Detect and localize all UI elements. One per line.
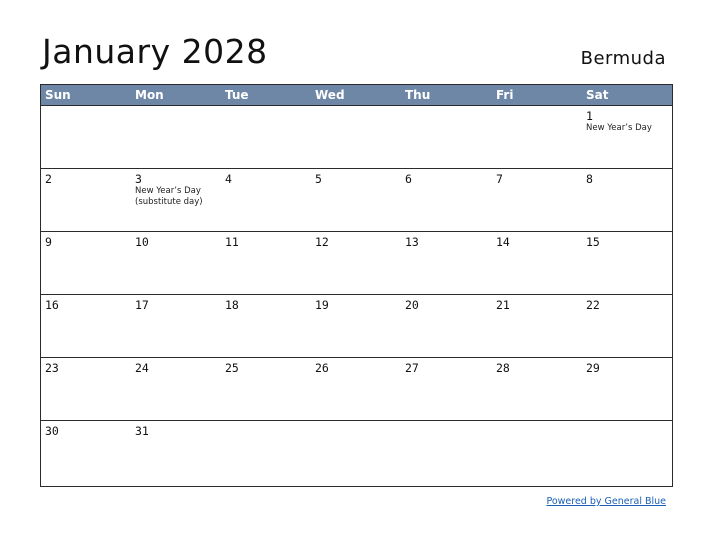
day-number: 19 [315,298,329,312]
day-number: 22 [586,298,600,312]
day-number: 16 [45,298,59,312]
day-cell [131,169,221,231]
day-number: 12 [315,235,329,249]
day-cell [582,295,672,357]
day-cell [311,232,401,294]
powered-by-link[interactable]: Powered by General Blue [546,496,666,507]
day-cell [582,358,672,420]
day-number: 8 [586,172,593,186]
day-cell [492,421,582,483]
day-number: 20 [405,298,419,312]
day-number: 1 [586,109,593,123]
week-row [41,168,672,231]
day-cell [221,295,311,357]
day-number: 28 [496,361,510,375]
day-number: 24 [135,361,149,375]
weekday-wed: Wed [315,88,345,102]
holiday-label: New Year’s Day [586,123,652,133]
day-number: 5 [315,172,322,186]
day-cell [311,421,401,483]
weekday-sun: Sun [45,88,71,102]
weekday-sat: Sat [586,88,609,102]
day-cell [311,295,401,357]
day-cell [582,421,672,483]
day-cell [401,295,492,357]
day-cell [401,169,492,231]
page-title: January 2028 [42,32,268,71]
day-number: 11 [225,235,239,249]
day-cell [311,358,401,420]
day-number: 21 [496,298,510,312]
weekday-thu: Thu [405,88,431,102]
day-number: 30 [45,424,59,438]
day-cell [492,295,582,357]
day-cell [311,169,401,231]
weekday-tue: Tue [225,88,249,102]
day-cell [311,106,401,168]
day-cell [582,232,672,294]
day-number: 14 [496,235,510,249]
day-number: 7 [496,172,503,186]
day-cell [401,106,492,168]
week-row [41,294,672,357]
weekday-header [41,85,672,105]
day-cell [131,295,221,357]
day-number: 13 [405,235,419,249]
day-cell [131,106,221,168]
day-cell [582,169,672,231]
day-cell [41,106,131,168]
week-row [41,420,672,483]
day-cell [492,358,582,420]
day-cell [41,295,131,357]
day-cell [131,421,221,483]
day-number: 23 [45,361,59,375]
day-number: 3 [135,172,142,186]
day-number: 25 [225,361,239,375]
holiday-label: New Year’s Day (substitute day) [135,186,203,207]
day-cell [41,421,131,483]
day-number: 10 [135,235,149,249]
weekday-mon: Mon [135,88,164,102]
day-number: 29 [586,361,600,375]
day-cell [492,232,582,294]
day-number: 15 [586,235,600,249]
day-cell [221,106,311,168]
day-cell [221,232,311,294]
region-label: Bermuda [580,48,666,69]
day-number: 31 [135,424,149,438]
week-row [41,357,672,420]
day-cell [401,421,492,483]
day-cell [492,106,582,168]
day-number: 18 [225,298,239,312]
day-number: 2 [45,172,52,186]
day-cell [41,169,131,231]
day-cell [492,169,582,231]
day-cell [41,232,131,294]
week-row [41,105,672,168]
day-cell [221,358,311,420]
calendar-grid [40,84,673,487]
day-cell [41,358,131,420]
day-cell [221,421,311,483]
day-cell [131,358,221,420]
day-number: 4 [225,172,232,186]
day-number: 6 [405,172,412,186]
day-number: 9 [45,235,52,249]
weekday-fri: Fri [496,88,514,102]
day-cell [582,106,672,168]
day-cell [221,169,311,231]
day-number: 26 [315,361,329,375]
day-cell [131,232,221,294]
day-cell [401,232,492,294]
day-number: 17 [135,298,149,312]
week-row [41,231,672,294]
day-number: 27 [405,361,419,375]
day-cell [401,358,492,420]
